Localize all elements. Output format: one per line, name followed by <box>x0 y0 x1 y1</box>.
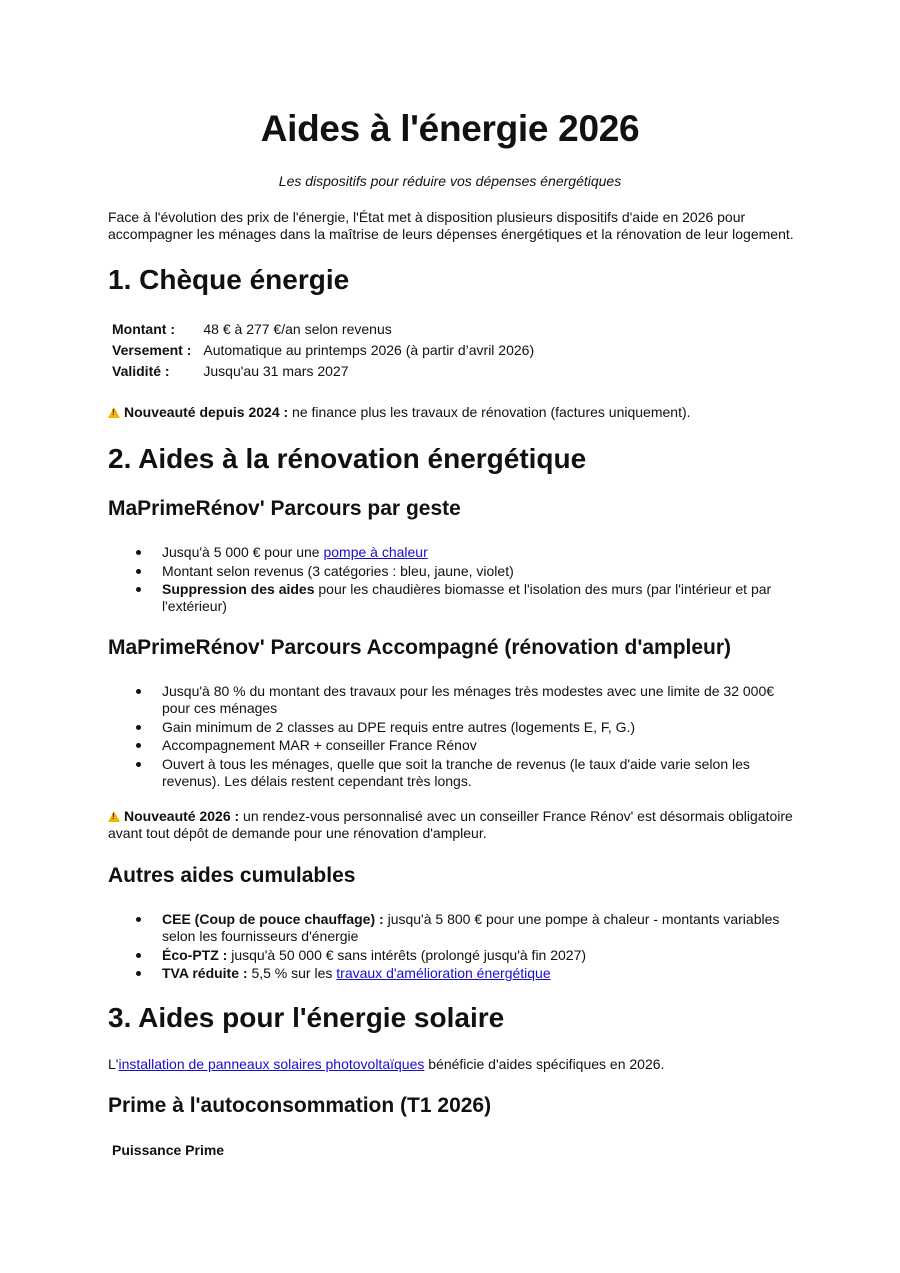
parcours-accompagne-note <box>108 808 798 842</box>
bullet-icon <box>136 762 141 767</box>
prime-table-header <box>112 1142 224 1158</box>
parcours-accompagne-list <box>108 683 798 791</box>
bullet-icon <box>136 587 141 592</box>
item-text: Accompagnement MAR + conseiller France Rénov <box>162 737 477 753</box>
para-text: L' <box>108 1056 119 1072</box>
column-header-prime: Prime <box>185 1142 225 1158</box>
bullet-icon <box>136 725 141 730</box>
note-text: un rendez-vous personnalisé avec un conseiller France Rénov' est désormais obligatoire avant tout dépôt de demande pour une rénovation d'ampleur. <box>108 808 793 841</box>
bullet-icon <box>136 917 141 922</box>
list-item <box>108 563 798 580</box>
note-text: ne finance plus les travaux de rénovation (factures uniquement). <box>288 404 691 420</box>
bullet-icon <box>136 689 141 694</box>
list-item <box>108 947 798 964</box>
row-value: Jusqu'au 31 mars 2027 <box>203 362 349 379</box>
item-text: Montant selon revenus (3 catégories : bleu, jaune, violet) <box>162 562 514 579</box>
autres-aides-list <box>108 911 798 984</box>
list-item <box>108 965 798 982</box>
subheading-prime-autoconsommation: Prime à l'autoconsommation (T1 2026) <box>108 1094 492 1117</box>
link-pompe-a-chaleur[interactable]: pompe à chaleur <box>323 544 428 560</box>
item-text: Jusqu'à 80 % du montant des travaux pour les ménages très modestes avec une limite de 32 000€ pour ces ménages <box>162 683 775 716</box>
link-panneaux-solaires[interactable]: installation de panneaux solaires photovoltaïques <box>118 1056 425 1072</box>
subheading-parcours-accompagne: MaPrimeRénov' Parcours Accompagné (rénovation d'ampleur) <box>108 636 732 659</box>
parcours-par-geste-list <box>108 544 798 617</box>
cheque-energie-note <box>108 404 798 421</box>
bullet-icon <box>136 569 141 574</box>
row-label: Montant : <box>112 320 175 337</box>
list-item <box>108 911 798 945</box>
subheading-parcours-par-geste: MaPrimeRénov' Parcours par geste <box>108 497 461 520</box>
list-item <box>108 683 798 717</box>
list-item <box>108 719 798 736</box>
item-text: Ouvert à tous les ménages, quelle que soit la tranche de revenus (le taux d'aide varie selon les revenus). Les délais restent cependant très longs. <box>162 755 750 789</box>
section-heading-renovation: 2. Aides à la rénovation énergétique <box>108 443 587 474</box>
list-item <box>108 756 798 790</box>
para-text: bénéficie d'aides spécifiques en 2026. <box>424 1056 665 1072</box>
table-row <box>108 360 538 381</box>
row-value: 48 € à 277 €/an selon revenus <box>203 320 392 337</box>
note-bold: Nouveauté depuis 2024 : <box>124 404 289 420</box>
warning-icon <box>108 407 120 418</box>
warning-icon <box>108 811 120 822</box>
solaire-paragraph <box>108 1056 798 1073</box>
page-title: Aides à l'énergie 2026 <box>260 108 640 149</box>
list-item <box>108 737 798 754</box>
cheque-energie-table <box>108 318 538 381</box>
item-bold: Éco-PTZ : <box>162 946 228 963</box>
item-text: 5,5 % sur les <box>247 965 337 981</box>
item-bold: CEE (Coup de pouce chauffage) : <box>162 911 384 927</box>
note-bold: Nouveauté 2026 : <box>124 808 240 824</box>
column-header-puissance: Puissance <box>112 1142 182 1158</box>
subheading-autres-aides: Autres aides cumulables <box>108 864 356 887</box>
item-text: jusqu'à 50 000 € sans intérêts (prolongé jusqu'à fin 2027) <box>227 946 587 963</box>
item-bold: TVA réduite : <box>162 965 248 981</box>
table-row <box>108 318 538 339</box>
item-text: jusqu'à 5 800 € pour une pompe à chaleur - montants variables selon les fournisseurs d'énergie <box>162 911 780 944</box>
link-travaux-amelioration[interactable]: travaux d'amélioration énergétique <box>336 965 551 981</box>
bullet-icon <box>136 743 141 748</box>
item-text: Jusqu'à 5 000 € pour une <box>162 544 324 560</box>
row-label: Versement : <box>112 341 192 358</box>
row-label: Validité : <box>112 362 170 379</box>
page-subtitle: Les dispositifs pour réduire vos dépenses énergétiques <box>278 173 622 189</box>
row-value: Automatique au printemps 2026 (à partir d’avril 2026) <box>203 341 535 358</box>
bullet-icon <box>136 550 141 555</box>
item-text: Gain minimum de 2 classes au DPE requis entre autres (logements E, F, G.) <box>162 718 636 735</box>
item-bold: Suppression des aides <box>162 581 315 597</box>
section-heading-solaire: 3. Aides pour l'énergie solaire <box>108 1002 505 1033</box>
intro-paragraph: Face à l'évolution des prix de l'énergie, l'État met à disposition plusieurs dispositifs d'aide en 2026 pour accompagner les ménages dans la maîtrise de leurs dépenses énergétiques et la rénovation de leur logement. <box>108 209 794 242</box>
section-heading-cheque-energie: 1. Chèque énergie <box>108 264 350 295</box>
list-item <box>108 581 798 615</box>
item-text: pour les chaudières biomasse et l'isolation des murs (par l'intérieur et par l'extérieur) <box>162 581 772 614</box>
bullet-icon <box>136 953 141 958</box>
bullet-icon <box>136 971 141 976</box>
table-row <box>108 339 538 360</box>
list-item <box>108 544 798 561</box>
